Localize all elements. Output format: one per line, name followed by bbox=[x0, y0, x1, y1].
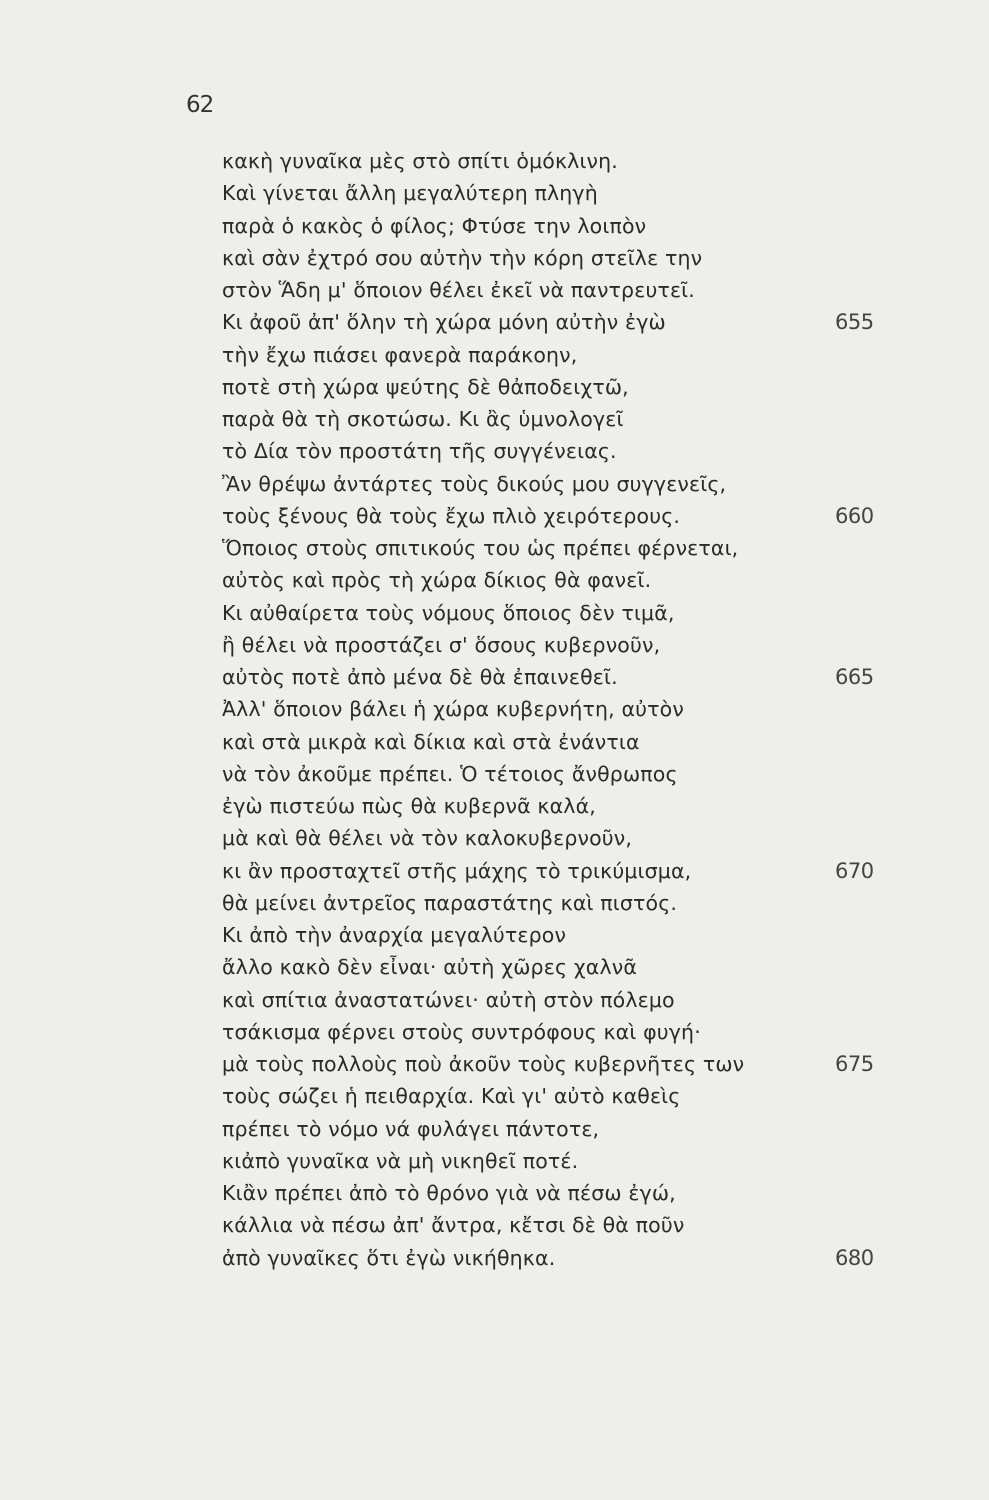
verse-line bbox=[222, 145, 902, 177]
verse-text: παρὰ θὰ τὴ σκοτώσω. Κι ἂς ὑμνολογεῖ bbox=[222, 407, 624, 431]
verse-line bbox=[222, 1242, 902, 1274]
line-number: 680 bbox=[835, 1245, 874, 1270]
line-number: 665 bbox=[835, 665, 874, 689]
verse-block bbox=[222, 145, 902, 1274]
verse-line bbox=[222, 274, 902, 306]
verse-line bbox=[222, 371, 902, 403]
verse-line bbox=[222, 822, 902, 854]
verse-text: κακὴ γυναῖκα μὲς στὸ σπίτι ὁμόκλινη. bbox=[222, 149, 618, 173]
verse-line bbox=[222, 435, 902, 467]
verse-line bbox=[222, 177, 902, 209]
line-number: 660 bbox=[835, 503, 874, 528]
verse-line bbox=[222, 564, 902, 596]
verse-text: Κιἂν πρέπει ἀπὸ τὸ θρόνο γιὰ νὰ πέσω ἐγώ, bbox=[222, 1181, 676, 1205]
verse-text: ἢ θέλει νὰ προστάζει σ' ὅσους κυβερνοῦν, bbox=[222, 632, 661, 657]
verse-text: Καὶ γίνεται ἄλλη μεγαλύτερη πληγὴ bbox=[222, 181, 598, 206]
verse-line bbox=[222, 210, 902, 242]
verse-line bbox=[222, 1113, 902, 1145]
verse-text: Ἂν θρέψω ἀντάρτες τοὺς δικούς μου συγγενεῖς, bbox=[222, 471, 727, 496]
verse-text: Ὅποιος στοὺς σπιτικούς του ὡς πρέπει φέρνεται, bbox=[222, 536, 739, 560]
verse-text: μὰ καὶ θὰ θέλει νὰ τὸν καλοκυβερνοῦν, bbox=[222, 826, 633, 851]
line-number: 655 bbox=[835, 310, 874, 335]
verse-text: καὶ σὰν ἐχτρό σου αὐτὴν τὴν κόρη στεῖλε την bbox=[222, 245, 703, 270]
verse-text: πρέπει τὸ νόμο νά φυλάγει πάντοτε, bbox=[222, 1116, 600, 1141]
verse-text: παρὰ ὁ κακὸς ὁ φίλος; Φτύσε την λοιπὸν bbox=[222, 213, 647, 238]
verse-line bbox=[222, 1016, 902, 1048]
verse-text: τὴν ἔχω πιάσει φανερὰ παράκοην, bbox=[222, 342, 578, 367]
verse-text: καὶ σπίτια ἀναστατώνει· αὐτὴ στὸν πόλεμο bbox=[222, 987, 675, 1012]
verse-text: ποτὲ στὴ χώρα ψεύτης δὲ θἀποδειχτῶ, bbox=[222, 374, 629, 399]
verse-line bbox=[222, 306, 902, 338]
verse-text: κάλλια νὰ πέσω ἀπ' ἄντρα, κἔτσι δὲ θὰ ποῦν bbox=[222, 1213, 685, 1238]
verse-line bbox=[222, 403, 902, 435]
verse-text: κιἀπὸ γυναῖκα νὰ μὴ νικηθεῖ ποτέ. bbox=[222, 1148, 579, 1173]
verse-text: Ἀλλ' ὅποιον βάλει ἡ χώρα κυβερνήτη, αὐτὸν bbox=[222, 697, 684, 722]
line-number: 670 bbox=[835, 858, 874, 883]
verse-text: Κι ἀφοῦ ἀπ' ὅλην τὴ χώρα μόνη αὐτὴν ἐγὼ bbox=[222, 310, 666, 335]
verse-line bbox=[222, 661, 902, 693]
verse-line bbox=[222, 1177, 902, 1209]
verse-line bbox=[222, 726, 902, 758]
verse-line bbox=[222, 339, 902, 371]
verse-text: αὐτὸς ποτὲ ἀπὸ μένα δὲ θὰ ἐπαινεθεῖ. bbox=[222, 665, 618, 689]
verse-line bbox=[222, 984, 902, 1016]
verse-text: κι ἂν προσταχτεῖ στῆς μάχης τὸ τρικύμισμα, bbox=[222, 858, 692, 883]
verse-text: τοὺς ξένους θὰ τοὺς ἔχω πλιὸ χειρότερους. bbox=[222, 503, 681, 528]
verse-text: αὐτὸς καὶ πρὸς τὴ χώρα δίκιος θὰ φανεῖ. bbox=[222, 568, 652, 593]
verse-text: Κι ἀπὸ τὴν ἀναρχία μεγαλύτερον bbox=[222, 923, 567, 947]
verse-text: τσάκισμα φέρνει στοὺς συντρόφους καὶ φυγή· bbox=[222, 1019, 701, 1044]
verse-text: στὸν Ἅδη μ' ὅποιον θέλει ἐκεῖ νὰ παντρευτεῖ. bbox=[222, 278, 695, 302]
verse-line bbox=[222, 951, 902, 983]
verse-line bbox=[222, 500, 902, 532]
verse-line bbox=[222, 790, 902, 822]
verse-line bbox=[222, 1209, 902, 1241]
verse-line bbox=[222, 532, 902, 564]
verse-line bbox=[222, 597, 902, 629]
line-number: 675 bbox=[835, 1052, 874, 1076]
verse-text: Κι αὐθαίρετα τοὺς νόμους ὅποιος δὲν τιμᾶ, bbox=[222, 600, 675, 625]
verse-text: θὰ μείνει ἀντρεῖος παραστάτης καὶ πιστός. bbox=[222, 890, 678, 915]
verse-text: καὶ στὰ μικρὰ καὶ δίκια καὶ στὰ ἐνάντια bbox=[222, 729, 640, 754]
verse-text: νὰ τὸν ἀκοῦμε πρέπει. Ὁ τέτοιος ἄνθρωπος bbox=[222, 761, 678, 786]
page-number: 62 bbox=[186, 92, 214, 118]
verse-line bbox=[222, 758, 902, 790]
verse-text: ἐγὼ πιστεύω πὼς θὰ κυβερνᾶ καλά, bbox=[222, 794, 596, 818]
verse-line bbox=[222, 887, 902, 919]
verse-line bbox=[222, 629, 902, 661]
verse-text: ἀπὸ γυναῖκες ὅτι ἐγὼ νικήθηκα. bbox=[222, 1245, 556, 1270]
verse-line bbox=[222, 919, 902, 951]
verse-line bbox=[222, 855, 902, 887]
verse-text: ἄλλο κακὸ δὲν εἶναι· αὐτὴ χῶρες χαλνᾶ bbox=[222, 955, 637, 980]
verse-text: τοὺς σώζει ἡ πειθαρχία. Καὶ γι' αὐτὸ καθεὶς bbox=[222, 1084, 681, 1109]
verse-line bbox=[222, 1080, 902, 1112]
verse-text: μὰ τοὺς πολλοὺς ποὺ ἀκοῦν τοὺς κυβερνῆτες των bbox=[222, 1052, 745, 1076]
verse-line bbox=[222, 1145, 902, 1177]
verse-line bbox=[222, 468, 902, 500]
verse-line bbox=[222, 1048, 902, 1080]
verse-line bbox=[222, 242, 902, 274]
verse-text: τὸ Δία τὸν προστάτη τῆς συγγένειας. bbox=[222, 439, 617, 464]
verse-line bbox=[222, 693, 902, 725]
